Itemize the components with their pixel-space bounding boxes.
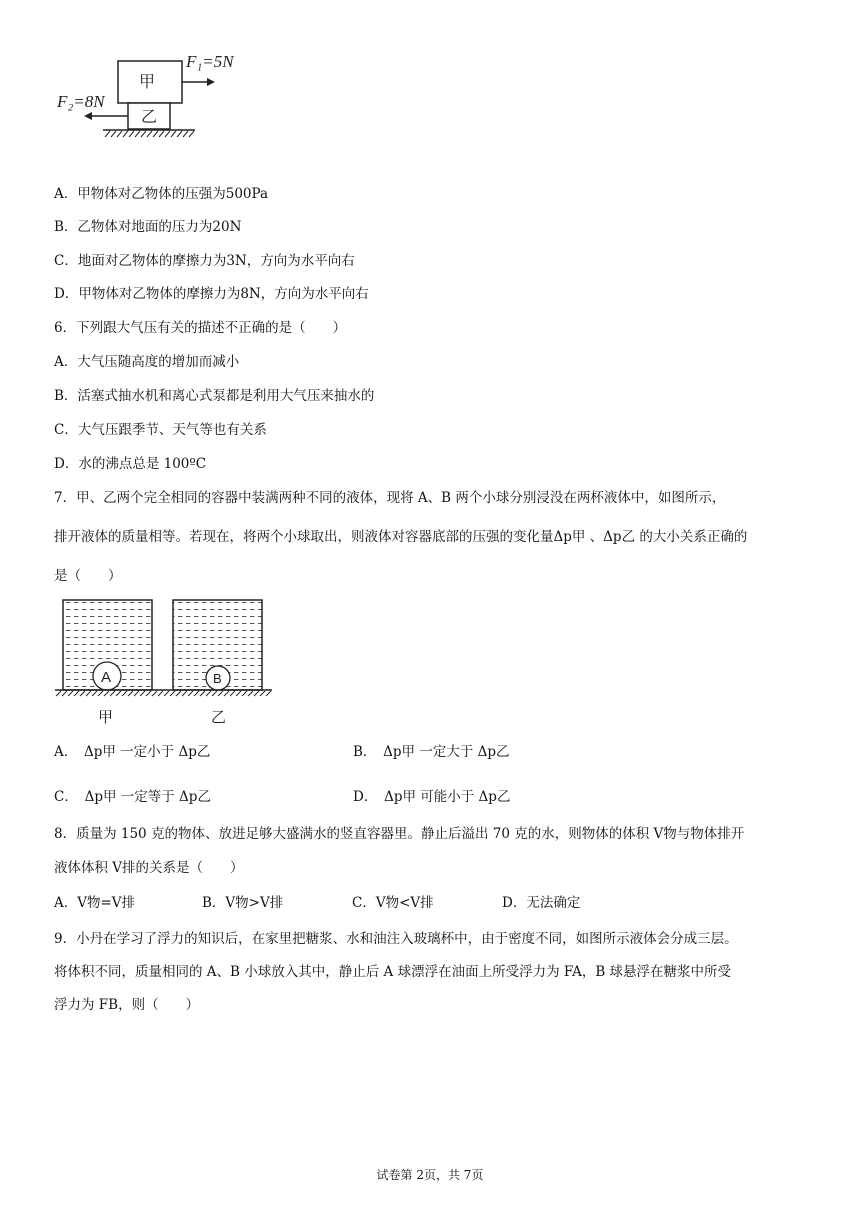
- q9-stem-line2: 将体积不同，质量相同的 A、B 小球放入其中，静止后 A 球漂浮在油面上所受浮力为 FA，B 球悬浮在糖浆中所受: [54, 964, 732, 980]
- q5-force-diagram: [55, 50, 265, 145]
- q5-option-c: C．地面对乙物体的摩擦力为3N，方向为水平向右: [54, 253, 355, 269]
- q8-option-b: B．V物>V排: [202, 895, 284, 911]
- q7-option-d: D． Δp甲 可能小于 Δp乙: [353, 789, 511, 805]
- force1-label: F₁=5N: [186, 52, 234, 71]
- q6-option-b: B．活塞式抽水机和离心式泵都是利用大气压来抽水的: [54, 388, 375, 404]
- force2-label: F₂=8N: [57, 92, 105, 111]
- page-footer: 试卷第 2页，共 7页: [376, 1168, 484, 1182]
- container-label-left: 甲: [98, 708, 114, 726]
- q8-stem-line2: 液体体积 V排的关系是（ ）: [54, 860, 244, 876]
- q8-stem-line1: 8．质量为 150 克的物体、放进足够大盛满水的竖直容器里。静止后溢出 70 克的水，则物体的体积 V物与物体排开: [54, 826, 745, 842]
- q5-option-a: A．甲物体对乙物体的压强为500Pa: [54, 186, 269, 202]
- q7-containers-figure: [50, 592, 285, 730]
- q6-stem: 6．下列跟大气压有关的描述不正确的是（ ）: [54, 320, 347, 336]
- q7-option-c: C． Δp甲 一定等于 Δp乙: [54, 789, 211, 805]
- q9-stem-line3: 浮力为 FB，则（ ）: [54, 997, 200, 1013]
- q6-option-c: C．大气压跟季节、天气等也有关系: [54, 422, 267, 438]
- block-bottom-label: 乙: [141, 107, 158, 126]
- q7-option-a: A． Δp甲 一定小于 Δp乙: [54, 744, 211, 760]
- q8-option-a: A．V物=V排: [54, 895, 136, 911]
- container-label-right: 乙: [211, 708, 227, 726]
- block-top-label: 甲: [139, 72, 156, 91]
- q5-option-d: D．甲物体对乙物体的摩擦力为8N，方向为水平向右: [54, 286, 369, 302]
- ball-a: A: [101, 669, 112, 686]
- q7-stem-line3: 是（ ）: [54, 568, 122, 584]
- q7-stem-line2: 排开液体的质量相等。若现在，将两个小球取出，则液体对容器底部的压强的变化量Δp甲 、Δp乙 的大小关系正确的: [54, 529, 748, 545]
- ball-b: B: [213, 671, 222, 686]
- q9-stem-line1: 9．小丹在学习了浮力的知识后，在家里把糖浆、水和油注入玻璃杯中，由于密度不同，如图所示液体会分成三层。: [54, 931, 738, 947]
- q8-option-c: C．V物<V排: [352, 895, 434, 911]
- q8-option-d: D．无法确定: [502, 895, 581, 911]
- q7-stem-line1: 7．甲、乙两个完全相同的容器中装满两种不同的液体，现将 A、B 两个小球分别浸没在两杯液体中，如图所示，: [54, 490, 726, 506]
- q6-option-d: D．水的沸点总是 100ºC: [54, 456, 207, 472]
- q7-option-b: B． Δp甲 一定大于 Δp乙: [353, 744, 510, 760]
- q6-option-a: A．大气压随高度的增加而减小: [54, 354, 240, 370]
- q5-option-b: B．乙物体对地面的压力为20N: [54, 219, 242, 235]
